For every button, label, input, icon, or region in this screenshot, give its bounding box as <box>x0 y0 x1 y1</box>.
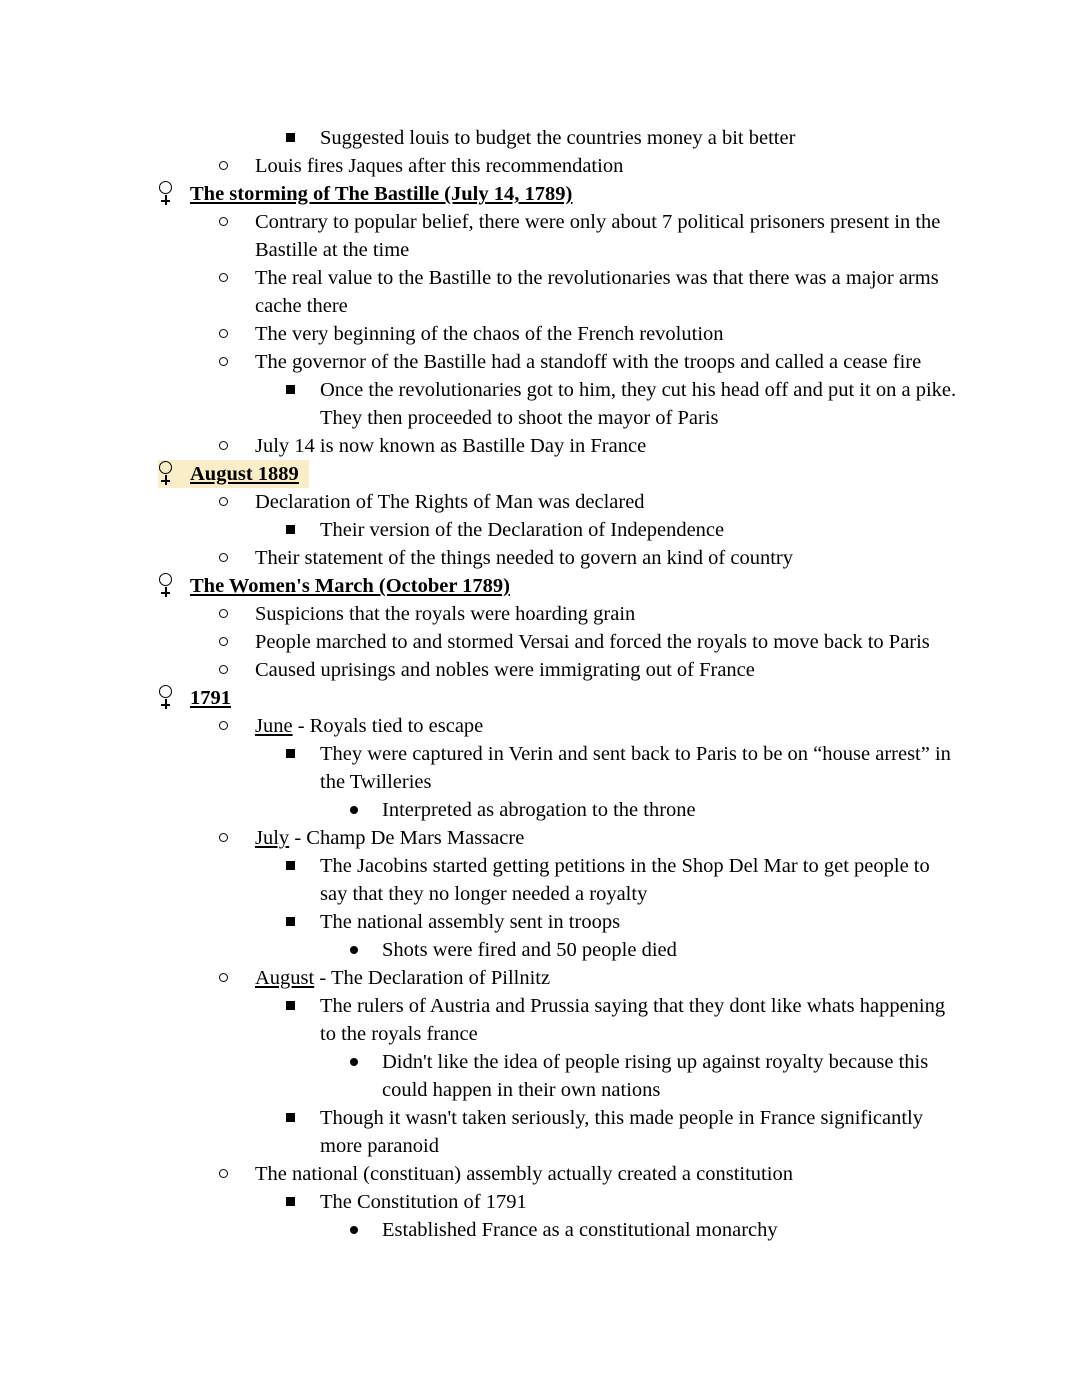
outline-item-text: Suggested louis to budget the countries money a bit better <box>320 127 796 149</box>
outline-item <box>0 264 1080 320</box>
outline-item <box>0 796 1080 824</box>
outline-item-text <box>255 824 1080 852</box>
outline-item-text: Shots were fired and 50 people died <box>382 939 677 961</box>
outline-item <box>0 992 1080 1048</box>
outline-item <box>0 656 1080 684</box>
outline-item <box>0 152 1080 180</box>
outline-list <box>0 124 1080 1244</box>
outline-item <box>0 852 1080 908</box>
outline-item <box>0 516 1080 544</box>
filled-square-bullet-icon <box>286 1188 320 1216</box>
outline-item <box>0 1160 1080 1188</box>
outline-item-text: They were captured in Verin and sent back to Paris to be on “house arrest” in the Twilleries <box>320 743 951 793</box>
hollow-circle-bullet-icon <box>219 544 255 572</box>
outline-item-lead: June <box>255 715 293 737</box>
filled-square-bullet-icon <box>286 992 320 1020</box>
outline-item-text: Their version of the Declaration of Independence <box>320 519 725 541</box>
outline-item-text <box>190 460 309 488</box>
outline-item-lead: August <box>255 967 315 989</box>
outline-heading-label: 1791 <box>190 687 231 709</box>
outline-heading <box>0 180 1080 208</box>
filled-dot-bullet-icon <box>350 936 382 964</box>
outline-item-text: People marched to and stormed Versai and forced the royals to move back to Paris <box>255 631 930 653</box>
outline-item-rest: - Champ De Mars Massacre <box>289 827 525 849</box>
hollow-circle-bullet-icon <box>219 628 255 656</box>
outline-item-text: The very beginning of the chaos of the French revolution <box>255 323 724 345</box>
outline-item-text: Caused uprisings and nobles were immigrating out of France <box>255 659 755 681</box>
filled-dot-bullet-icon <box>350 796 382 824</box>
outline-item <box>0 432 1080 460</box>
outline-item-text: The national assembly sent in troops <box>320 911 621 933</box>
outline-item <box>0 1188 1080 1216</box>
outline-item-text: Louis fires Jaques after this recommendation <box>255 155 624 177</box>
hollow-circle-bullet-icon <box>219 712 255 740</box>
hollow-circle-bullet-icon <box>219 488 255 516</box>
outline-item-text: The Constitution of 1791 <box>320 1191 527 1213</box>
filled-square-bullet-icon <box>286 1104 320 1132</box>
outline-item <box>0 628 1080 656</box>
filled-square-bullet-icon <box>286 740 320 768</box>
outline-heading-label: The storming of The Bastille (July 14, 1789) <box>190 183 573 205</box>
outline-item <box>0 936 1080 964</box>
hollow-circle-bullet-icon <box>219 600 255 628</box>
outline-item-text: Declaration of The Rights of Man was declared <box>255 491 645 513</box>
hollow-circle-bullet-icon <box>219 264 255 292</box>
outline-item-text <box>190 572 1080 600</box>
filled-square-bullet-icon <box>286 852 320 880</box>
outline-item <box>0 712 1080 740</box>
outline-item-text: Suspicions that the royals were hoarding grain <box>255 603 636 625</box>
outline-item <box>0 600 1080 628</box>
outline-item <box>0 908 1080 936</box>
hollow-circle-bullet-icon <box>219 208 255 236</box>
filled-dot-bullet-icon <box>350 1048 382 1076</box>
hollow-circle-bullet-icon <box>219 320 255 348</box>
outline-item <box>0 208 1080 264</box>
outline-item <box>0 124 1080 152</box>
outline-item <box>0 544 1080 572</box>
outline-item <box>0 740 1080 796</box>
outline-item <box>0 320 1080 348</box>
venus-glyph-icon <box>158 572 190 600</box>
outline-heading <box>0 460 1080 488</box>
hollow-circle-bullet-icon <box>219 1160 255 1188</box>
outline-item-lead: July <box>255 827 290 849</box>
outline-heading-label: August 1889 <box>190 463 299 485</box>
outline-item <box>0 964 1080 992</box>
outline-item-rest: - The Declaration of Pillnitz <box>314 967 551 989</box>
outline-item-text: The national (constituan) assembly actually created a constitution <box>255 1163 793 1185</box>
hollow-circle-bullet-icon <box>219 152 255 180</box>
outline-item <box>0 488 1080 516</box>
outline-item-text: Didn't like the idea of people rising up against royalty because this could happen in their own nations <box>382 1051 929 1101</box>
outline-item-text: Once the revolutionaries got to him, they cut his head off and put it on a pike. They then proceeded to shoot the mayor of Paris <box>320 379 957 429</box>
venus-glyph-icon <box>158 684 190 712</box>
outline-item-text: Interpreted as abrogation to the throne <box>382 799 696 821</box>
outline-item-text <box>190 180 1080 208</box>
outline-item-text <box>255 712 1080 740</box>
outline-heading <box>0 684 1080 712</box>
filled-square-bullet-icon <box>286 516 320 544</box>
outline-item-text: Contrary to popular belief, there were only about 7 political prisoners present in the Bastille at the time <box>255 211 941 261</box>
outline-item-rest: - Royals tied to escape <box>292 715 484 737</box>
outline-item-text <box>190 684 1080 712</box>
outline-item <box>0 376 1080 432</box>
venus-glyph-icon <box>158 180 190 208</box>
venus-glyph-icon <box>158 460 190 488</box>
outline-item <box>0 1104 1080 1160</box>
outline-item <box>0 1048 1080 1104</box>
outline-heading <box>0 572 1080 600</box>
outline-item-text: The governor of the Bastille had a standoff with the troops and called a cease fire <box>255 351 922 373</box>
outline-item-text: The real value to the Bastille to the revolutionaries was that there was a major arms cache there <box>255 267 939 317</box>
outline-item-text: The rulers of Austria and Prussia saying that they dont like whats happening to the royals france <box>320 995 946 1045</box>
hollow-circle-bullet-icon <box>219 432 255 460</box>
outline-item <box>0 1216 1080 1244</box>
hollow-circle-bullet-icon <box>219 824 255 852</box>
outline-heading-label: The Women's March (October 1789) <box>190 575 511 597</box>
hollow-circle-bullet-icon <box>219 348 255 376</box>
outline-item-text: The Jacobins started getting petitions in the Shop Del Mar to get people to say that they no longer needed a royalty <box>320 855 930 905</box>
outline-item-text: July 14 is now known as Bastille Day in France <box>255 435 647 457</box>
filled-square-bullet-icon <box>286 124 320 152</box>
filled-square-bullet-icon <box>286 376 320 404</box>
outline-item <box>0 824 1080 852</box>
outline-item-text: Their statement of the things needed to govern an kind of country <box>255 547 793 569</box>
hollow-circle-bullet-icon <box>219 656 255 684</box>
outline-item-text: Established France as a constitutional monarchy <box>382 1219 778 1241</box>
outline-item-text: Though it wasn't taken seriously, this made people in France significantly more paranoid <box>320 1107 923 1157</box>
hollow-circle-bullet-icon <box>219 964 255 992</box>
outline-item-text <box>255 964 1080 992</box>
outline-item <box>0 348 1080 376</box>
filled-square-bullet-icon <box>286 908 320 936</box>
filled-dot-bullet-icon <box>350 1216 382 1244</box>
